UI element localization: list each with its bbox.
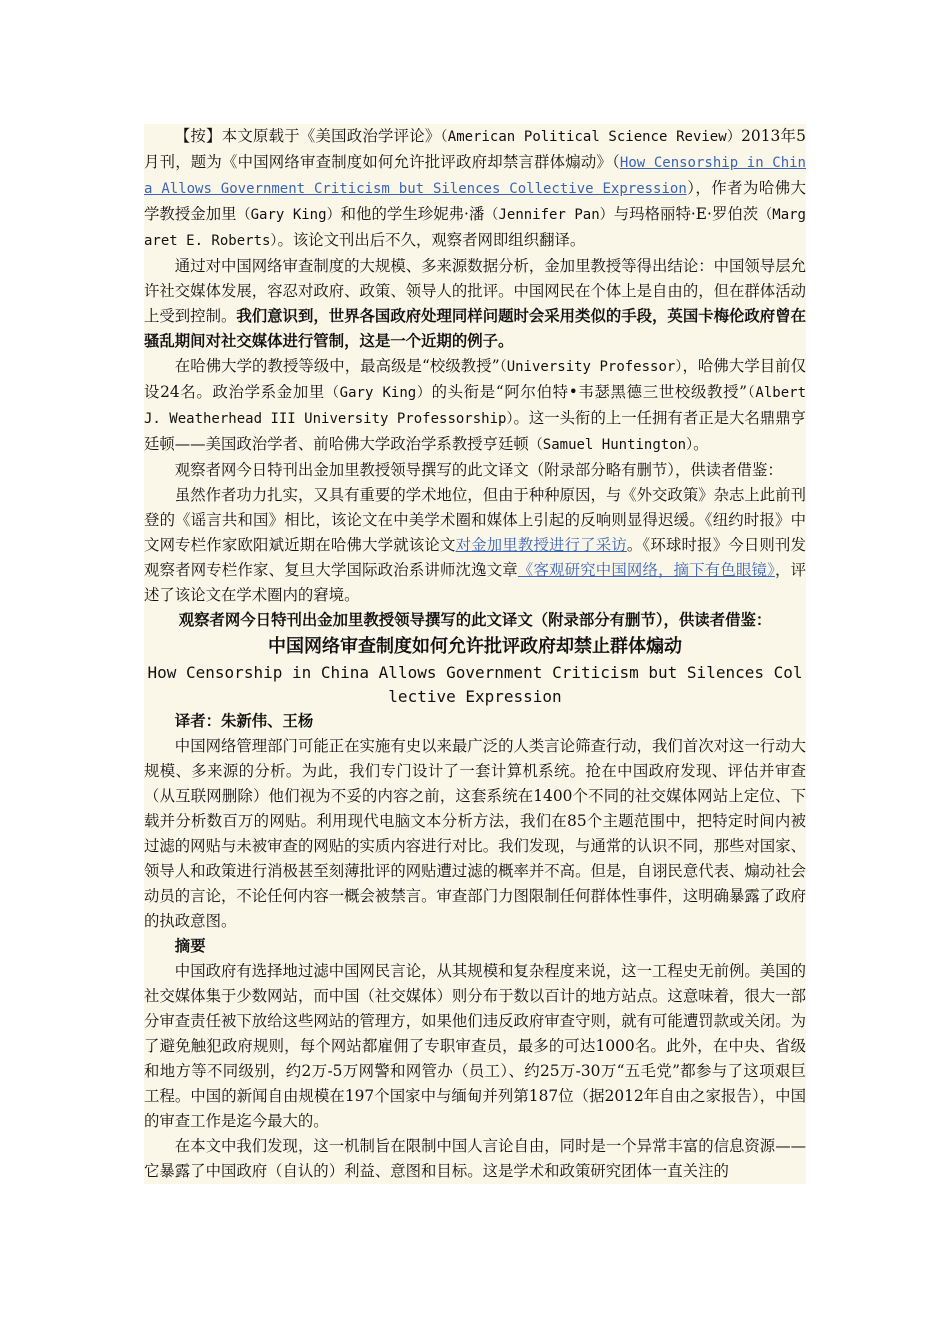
abstract-paragraph-1: 中国政府有选择地过滤中国网民言论，从其规模和复杂程度来说，这一工程史无前例。美国的社交媒体集于少数网站，而中国（社交媒体）则分布于数以百计的地方站点。这意味着，很大一部分审查责任被下放给这些网站的管理方，如果他们违反政府审查守则，就有可能遭罚款或关闭。为了避免触犯政府规则，每个网站都雇佣了专职审查员，最多的可达1000名。此外，在中央、省级和地方等不同级别，约2万-5万网警和网管办（员工）、约25万-30万“五毛党”都参与了这项艰巨工程。中国的新闻自由规模在197个国家中与缅甸并列第187位（据2012年自由之家报告），中国的审查工作是迄今最大的。 (144, 962, 806, 1130)
article-original-link[interactable]: How Censorship in China Allows Government Criticism but Silences Collective Expression (144, 155, 806, 197)
article-title-zh: 中国网络审查制度如何允许批评政府却禁止群体煽动 (268, 636, 682, 657)
intro-paragraph-3: 在哈佛大学的教授等级中，最高级是“校级教授”（University Professor），哈佛大学目前仅设24名。政治学系金加里（Gary King）的头衔是“阿尔伯特•韦瑟黑德三世校级教授”（Albert J. Weatherhead III University Professorship）。这一头衔的上一任拥有者正是大名鼎鼎亨廷顿——美国政治学者、前哈佛大学政治学系教授亨廷顿（Samuel Huntington）。 (144, 357, 806, 453)
document-page (144, 124, 806, 1184)
abstract-heading: 摘要 (174, 937, 206, 955)
intro-paragraph-5: 虽然作者功力扎实，又具有重要的学术地位，但由于种种原因，与《外交政策》杂志上此前刊登的《谣言共和国》相比，该论文在中美学术圈和媒体上引起的反响则显得迟缓。《纽约时报》中文网专栏作家欧阳斌近期在哈佛大学就该论文对金加里教授进行了采访。《环球时报》今日则刊发观察者网专栏作家、复旦大学国际政治系讲师沈逸文章《客观研究中国网络，摘下有色眼镜》，评述了该论文在学术圈内的窘境。 (144, 486, 806, 604)
translators: 译者：朱新伟、王杨 (174, 712, 314, 730)
intro-paragraph-4: 观察者网今日特刊出金加里教授领导撰写的此文译文（附录部分略有删节），供读者借鉴： (174, 461, 783, 479)
article-title-en: How Censorship in China Allows Government Criticism but Silences Collective Expression (147, 663, 803, 706)
abstract-paragraph-2: 在本文中我们发现，这一机制旨在限制中国人言论自由，同时是一个异常丰富的信息资源——它暴露了中国政府（自认的）利益、意图和目标。这是学术和政策研究团体一直关注的 (144, 1137, 806, 1180)
translation-lead: 观察者网今日特刊出金加里教授领导撰写的此文译文（附录部分有删节），供读者借鉴： (178, 611, 772, 629)
intro-paragraph-1: 【按】本文原载于《美国政治学评论》（American Political Science Review）2013年5月刊，题为《中国网络审查制度如何允许批评政府却禁言群体煽动》（How Censorship in China Allows Government Criticism but Silences Collective Expression），作者为哈佛大学教授金加里（Gary King）和他的学生珍妮弗·潘（Jennifer Pan）与玛格丽特·E·罗伯茨（Margaret E. Roberts）。该论文刊出后不久，观察者网即组织翻译。 (144, 127, 806, 249)
document-body (144, 124, 806, 1184)
note-prefix: 【按】 (174, 127, 222, 145)
intro-paragraph-2: 通过对中国网络审查制度的大规模、多来源数据分析，金加里教授等得出结论：中国领导层允许社交媒体发展，容忍对政府、政策、领导人的批评。中国网民在个体上是自由的，但在群体活动上受到控制。我们意识到，世界各国政府处理同样问题时会采用类似的手段，英国卡梅伦政府曾在骚乱期间对社交媒体进行管制，这是一个近期的例子。 (144, 257, 806, 350)
interview-link[interactable]: 对金加里教授进行了采访 (455, 536, 627, 554)
shen-yi-article-link[interactable]: 《客观研究中国网络，摘下有色眼镜》 (517, 561, 775, 579)
summary-paragraph: 中国网络管理部门可能正在实施有史以来最广泛的人类言论筛查行动，我们首次对这一行动大规模、多来源的分析。为此，我们专门设计了一套计算机系统。抢在中国政府发现、评估并审查（从互联网删除）他们视为不妥的内容之前，这套系统在1400个不同的社交媒体网站上定位、下载并分析数百万的网贴。利用现代电脑文本分析方法，我们在85个主题范围中，把特定时间内被过滤的网贴与未被审查的网贴的实质内容进行对比。我们发现，与通常的认识不同，那些对国家、领导人和政策进行消极甚至刻薄批评的网贴遭过滤的概率并不高。但是，自诩民意代表、煽动社会动员的言论，不论任何内容一概会被禁言。审查部门力图限制任何群体性事件，这明确暴露了政府的执政意图。 (144, 737, 806, 930)
emphasis-text: 我们意识到，世界各国政府处理同样问题时会采用类似的手段，英国卡梅伦政府曾在骚乱期间对社交媒体进行管制，这是一个近期的例子。 (144, 307, 806, 350)
